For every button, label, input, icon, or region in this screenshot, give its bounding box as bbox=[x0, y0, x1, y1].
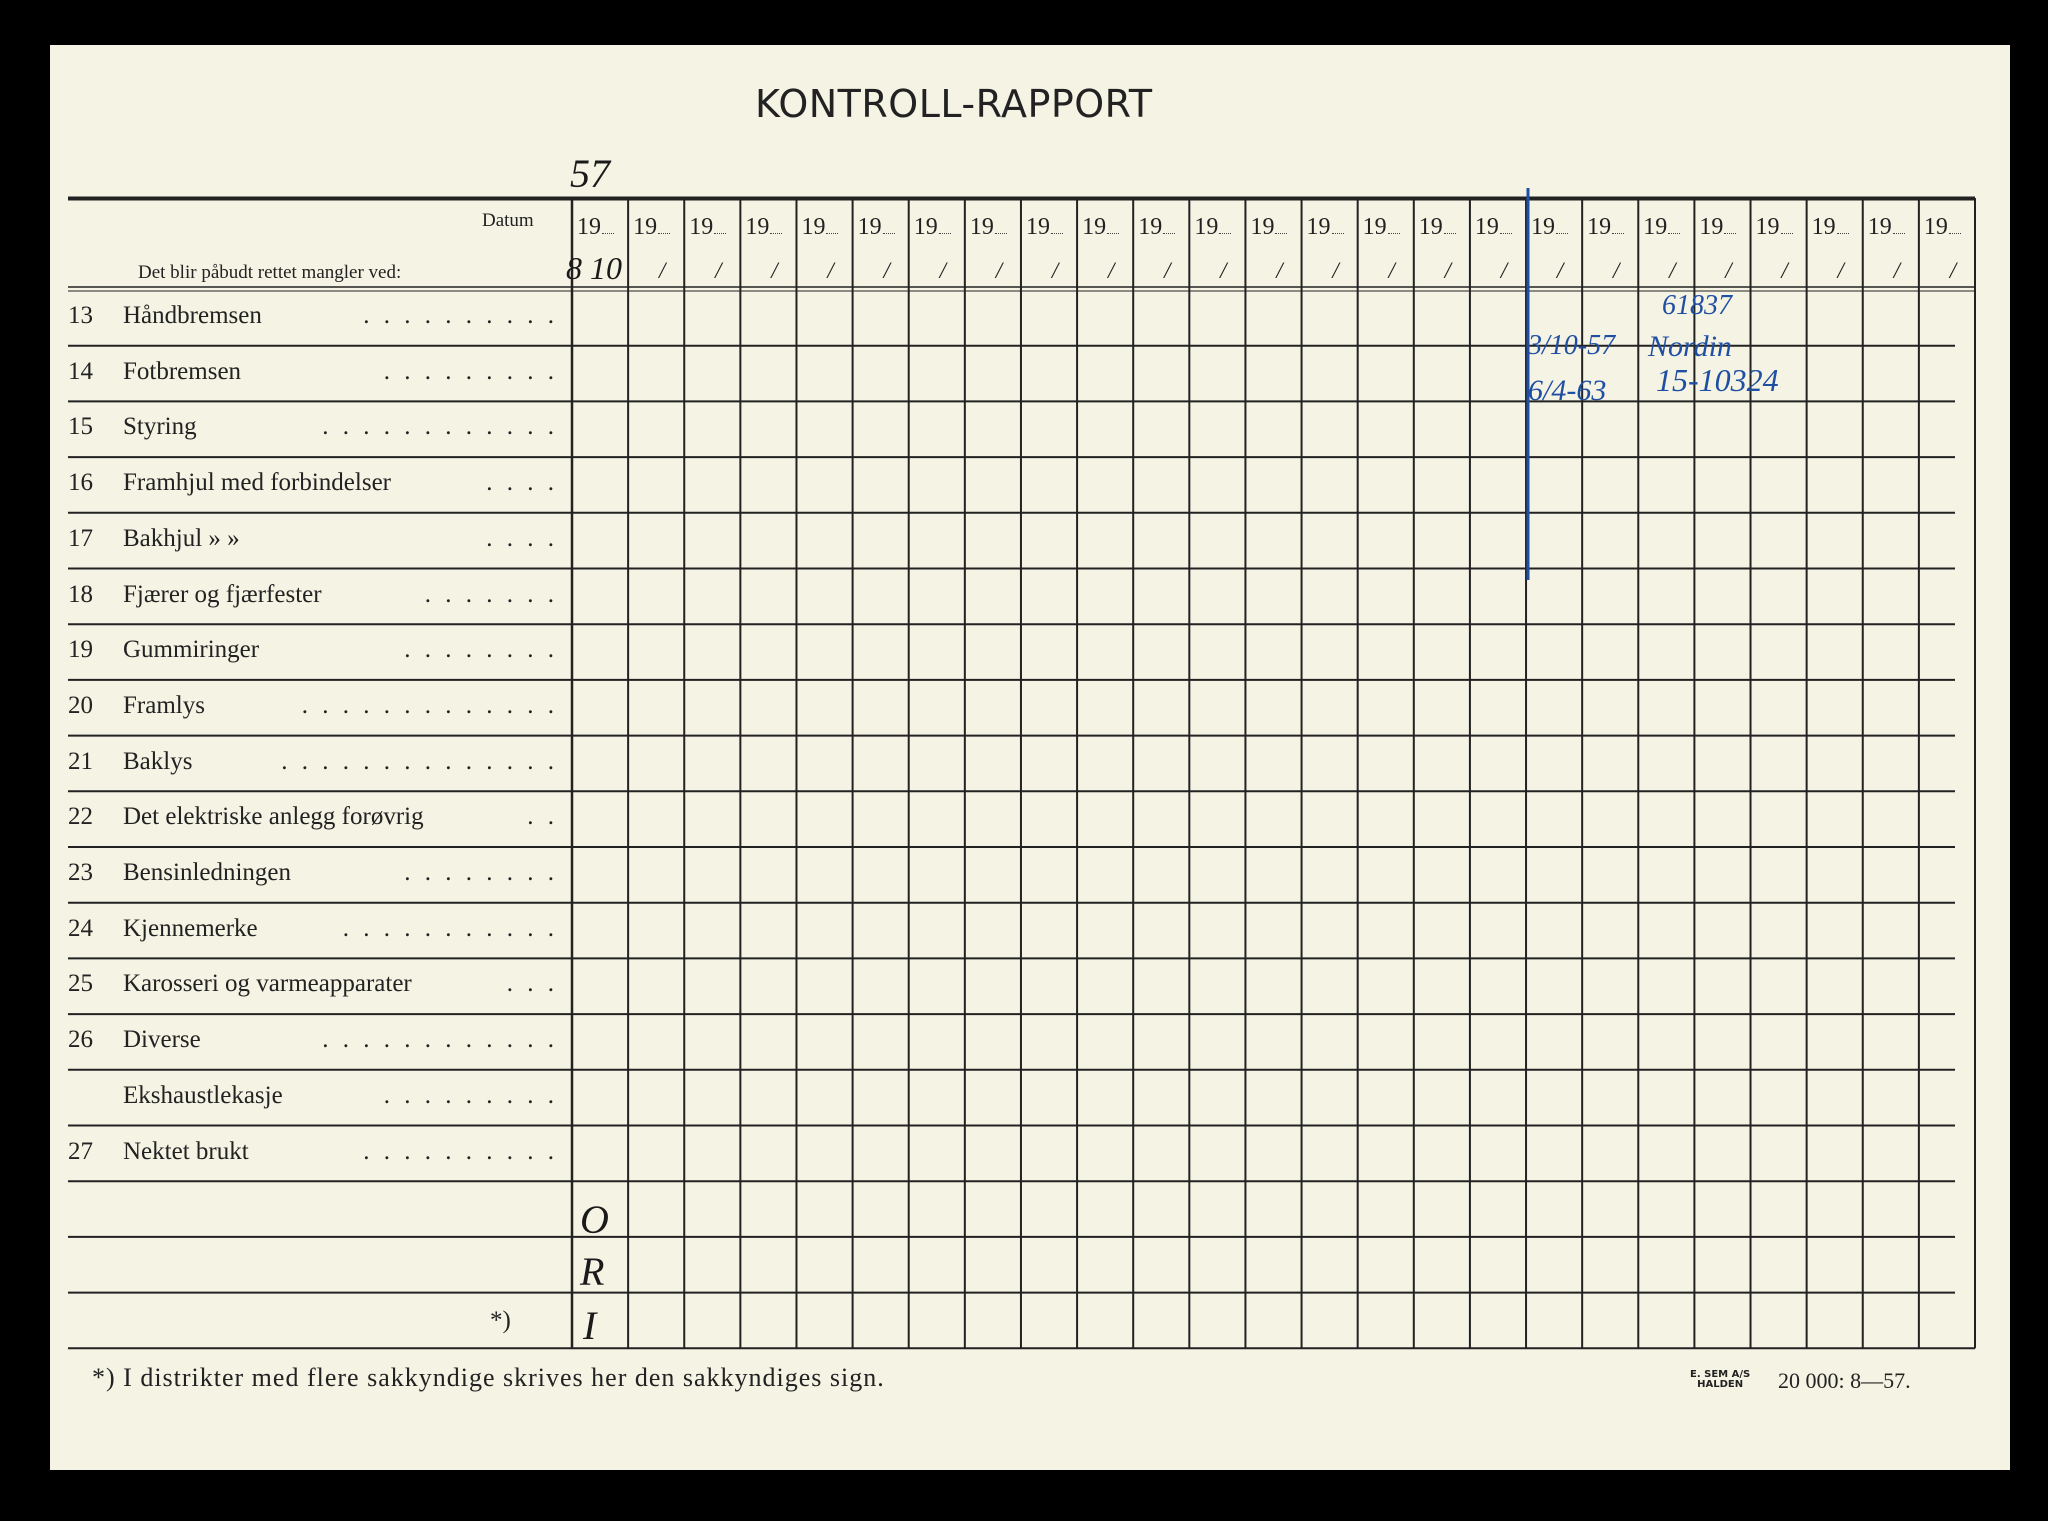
item-leader-dots: . . . . . . . . bbox=[404, 636, 558, 664]
year-fill-line bbox=[1668, 233, 1680, 234]
item-name: Kjennemerke bbox=[123, 914, 258, 942]
date-year-prefix bbox=[1026, 214, 1063, 241]
handwritten-first-date: 8 10 bbox=[566, 250, 622, 286]
date-slash: / bbox=[1107, 258, 1115, 283]
year-fill-line bbox=[1893, 233, 1905, 234]
item-name: Baklys bbox=[123, 747, 193, 775]
year-fill-line bbox=[1388, 233, 1400, 234]
handwritten-year: 57 bbox=[570, 151, 610, 196]
item-number: 13 bbox=[68, 302, 93, 329]
date-year-prefix bbox=[745, 214, 782, 241]
date-slash: / bbox=[1949, 258, 1957, 283]
year-fill-line bbox=[1556, 233, 1568, 234]
year-fill-line bbox=[1163, 233, 1175, 234]
date-slash: / bbox=[1500, 258, 1508, 283]
date-year-prefix bbox=[801, 214, 838, 241]
year-prefix-text: 19 bbox=[1362, 214, 1387, 240]
date-year-prefix bbox=[858, 214, 895, 241]
year-fill-line bbox=[883, 233, 895, 234]
item-leader-dots: . . . bbox=[506, 970, 558, 998]
item-leader-dots: . . . . bbox=[486, 469, 558, 497]
item-leader-dots: . . . . . . . . . bbox=[383, 1081, 558, 1109]
item-number: 21 bbox=[68, 747, 93, 775]
date-slash: / bbox=[1220, 258, 1227, 283]
blue-note-plate: 15-10324 bbox=[1656, 362, 1779, 398]
item-leader-dots: . . . . . . . . . . . . bbox=[322, 413, 558, 441]
item-leader-dots: . . . . . . . . . bbox=[383, 357, 558, 385]
item-number: 17 bbox=[68, 524, 93, 552]
item-number: 18 bbox=[68, 580, 93, 608]
print-run: 20 000: 8—57. bbox=[1778, 1368, 1911, 1393]
form-title: KONTROLL-RAPPORT bbox=[755, 82, 1153, 126]
item-name: Framhjul med forbindelser bbox=[123, 469, 391, 497]
date-year-prefix bbox=[1307, 214, 1344, 241]
year-prefix-text: 19 bbox=[969, 214, 994, 240]
date-year-prefix bbox=[1812, 214, 1849, 241]
item-leader-dots: . . . . . . . . . . bbox=[363, 1137, 558, 1165]
date-slash: / bbox=[1725, 258, 1732, 283]
year-fill-line bbox=[1275, 233, 1287, 234]
printer-line-2: HALDEN bbox=[1697, 1379, 1744, 1390]
item-name: Nektet brukt bbox=[123, 1137, 249, 1165]
year-prefix-text: 19 bbox=[1138, 214, 1163, 240]
date-slash: / bbox=[658, 258, 666, 283]
item-leader-dots: . . . . . . . . . . bbox=[363, 302, 558, 329]
date-year-prefix bbox=[1643, 214, 1680, 241]
item-number: 19 bbox=[68, 636, 93, 664]
date-year-prefix bbox=[1587, 214, 1624, 241]
year-prefix-text: 19 bbox=[1474, 214, 1499, 240]
item-number: 23 bbox=[68, 859, 93, 886]
date-slash: / bbox=[1332, 258, 1339, 283]
year-prefix-text: 19 bbox=[1811, 214, 1836, 240]
date-year-prefix bbox=[689, 214, 726, 241]
item-leader-dots: . . . . . . . . . . . . bbox=[322, 1026, 558, 1054]
date-year-prefix bbox=[1194, 214, 1231, 241]
date-slash: / bbox=[1837, 258, 1844, 283]
year-prefix-text: 19 bbox=[857, 214, 882, 240]
item-number: 25 bbox=[68, 970, 93, 998]
item-name: Håndbremsen bbox=[123, 302, 262, 329]
year-prefix-text: 19 bbox=[1699, 214, 1724, 240]
item-name: Fjærer og fjærfester bbox=[123, 580, 322, 608]
mangler-label: Det blir påbudt rettet mangler ved: bbox=[138, 262, 402, 283]
year-fill-line bbox=[1837, 233, 1849, 234]
date-slash: / bbox=[1613, 258, 1620, 283]
date-year-prefix bbox=[1868, 214, 1905, 241]
handwritten-letter-i: I bbox=[583, 1303, 597, 1348]
year-fill-line bbox=[1724, 233, 1736, 234]
year-fill-line bbox=[602, 233, 614, 234]
handwritten-letter-r: R bbox=[580, 1249, 605, 1294]
year-prefix-text: 19 bbox=[801, 214, 826, 240]
date-year-prefix bbox=[1475, 214, 1512, 241]
signature-marker: *) bbox=[490, 1306, 511, 1334]
blue-note-date-1: 3/10-57 bbox=[1528, 330, 1616, 361]
date-slash: / bbox=[1669, 258, 1676, 283]
item-name: Bensinledningen bbox=[123, 859, 292, 886]
year-fill-line bbox=[1219, 233, 1231, 234]
item-leader-dots: . . . . . . . . . . . bbox=[342, 914, 558, 942]
item-name: Det elektriske anlegg forøvrig bbox=[123, 803, 424, 831]
year-prefix-text: 19 bbox=[1643, 214, 1668, 240]
date-slash: / bbox=[1893, 258, 1901, 283]
year-prefix-text: 19 bbox=[1250, 214, 1275, 240]
date-slash: / bbox=[1164, 258, 1171, 283]
item-name: Styring bbox=[123, 413, 197, 441]
date-year-prefix bbox=[1082, 214, 1119, 241]
blue-note-date-2: 6/4-63 bbox=[1528, 374, 1607, 407]
date-slash: / bbox=[771, 258, 778, 283]
item-leader-dots: . . . . bbox=[486, 524, 558, 552]
year-prefix-text: 19 bbox=[633, 214, 658, 240]
date-slash: / bbox=[1276, 258, 1283, 283]
date-year-prefix bbox=[1138, 214, 1175, 241]
item-name: Fotbremsen bbox=[123, 357, 242, 385]
item-name: Ekshaustlekasje bbox=[123, 1081, 283, 1109]
year-prefix-text: 19 bbox=[1194, 214, 1219, 240]
item-number: 22 bbox=[68, 803, 93, 831]
date-slash: / bbox=[715, 258, 722, 283]
printer-line-1: E. SEM A/S bbox=[1690, 1369, 1751, 1380]
item-number: 20 bbox=[68, 691, 93, 719]
date-year-prefix bbox=[970, 214, 1007, 241]
item-number: 27 bbox=[68, 1137, 93, 1165]
item-name: Bakhjul » » bbox=[123, 524, 240, 552]
year-fill-line bbox=[1612, 233, 1624, 234]
year-fill-line bbox=[1107, 233, 1119, 234]
item-name: Karosseri og varmeapparater bbox=[123, 970, 412, 998]
year-prefix-text: 19 bbox=[1418, 214, 1443, 240]
date-slash: / bbox=[1388, 258, 1395, 283]
year-prefix-text: 19 bbox=[1082, 214, 1107, 240]
item-name: Diverse bbox=[123, 1026, 201, 1054]
year-fill-line bbox=[658, 233, 670, 234]
date-slash: / bbox=[1051, 258, 1059, 283]
date-slash: / bbox=[995, 258, 1003, 283]
year-prefix-text: 19 bbox=[745, 214, 770, 240]
date-slash: / bbox=[827, 258, 834, 283]
item-leader-dots: . . bbox=[527, 803, 558, 831]
datum-label: Datum bbox=[482, 210, 534, 231]
year-fill-line bbox=[1500, 233, 1512, 234]
item-leader-dots: . . . . . . . . . . . . . bbox=[301, 691, 558, 719]
year-prefix-text: 19 bbox=[1531, 214, 1556, 240]
blue-note-name: Nordin bbox=[1648, 330, 1732, 363]
year-fill-line bbox=[1444, 233, 1456, 234]
date-slash: / bbox=[883, 258, 890, 283]
year-prefix-text: 19 bbox=[1587, 214, 1612, 240]
year-prefix-text: 19 bbox=[689, 214, 714, 240]
year-prefix-text: 19 bbox=[1306, 214, 1331, 240]
year-prefix-text: 19 bbox=[1755, 214, 1780, 240]
handwritten-letter-o: O bbox=[580, 1197, 609, 1242]
date-year-prefix bbox=[1419, 214, 1456, 241]
printer-imprint bbox=[1690, 1370, 1750, 1390]
date-year-prefix bbox=[1363, 214, 1400, 241]
date-year-prefix bbox=[633, 214, 670, 241]
date-slash: / bbox=[1781, 258, 1788, 283]
item-number: 26 bbox=[68, 1026, 93, 1054]
item-leader-dots: . . . . . . . . bbox=[404, 859, 558, 886]
date-year-prefix bbox=[1250, 214, 1287, 241]
blue-note-number: 61837 bbox=[1662, 290, 1732, 321]
year-fill-line bbox=[770, 233, 782, 234]
date-year-prefix bbox=[1756, 214, 1793, 241]
year-prefix-text: 19 bbox=[1923, 214, 1948, 240]
item-leader-dots: . . . . . . . bbox=[424, 580, 558, 608]
date-slash: / bbox=[939, 258, 946, 283]
year-prefix-text: 19 bbox=[577, 214, 601, 240]
date-year-prefix bbox=[1531, 214, 1568, 241]
year-fill-line bbox=[826, 233, 838, 234]
item-name: Framlys bbox=[123, 691, 205, 719]
year-fill-line bbox=[1781, 233, 1793, 234]
date-slash: / bbox=[1556, 258, 1564, 283]
item-leader-dots: . . . . . . . . . . . . . . bbox=[281, 747, 558, 775]
year-fill-line bbox=[939, 233, 951, 234]
date-year-prefix bbox=[1699, 214, 1736, 241]
item-number: 24 bbox=[68, 914, 93, 942]
item-number: 15 bbox=[68, 413, 93, 441]
item-number: 16 bbox=[68, 469, 93, 497]
footer-note: *) I distrikter med flere sakkyndige skrives her den sakkyndiges sign. bbox=[92, 1363, 885, 1392]
year-prefix-text: 19 bbox=[913, 214, 938, 240]
date-year-prefix bbox=[914, 214, 951, 241]
year-fill-line bbox=[714, 233, 726, 234]
year-fill-line bbox=[1051, 233, 1063, 234]
date-slash: / bbox=[1444, 258, 1452, 283]
year-prefix-text: 19 bbox=[1025, 214, 1050, 240]
item-name: Gummiringer bbox=[123, 636, 260, 664]
year-fill-line bbox=[995, 233, 1007, 234]
date-year-prefix bbox=[577, 214, 614, 241]
date-year-prefix bbox=[1924, 214, 1961, 241]
year-fill-line bbox=[1332, 233, 1344, 234]
year-fill-line bbox=[1949, 233, 1961, 234]
item-number: 14 bbox=[68, 357, 93, 385]
year-prefix-text: 19 bbox=[1867, 214, 1892, 240]
